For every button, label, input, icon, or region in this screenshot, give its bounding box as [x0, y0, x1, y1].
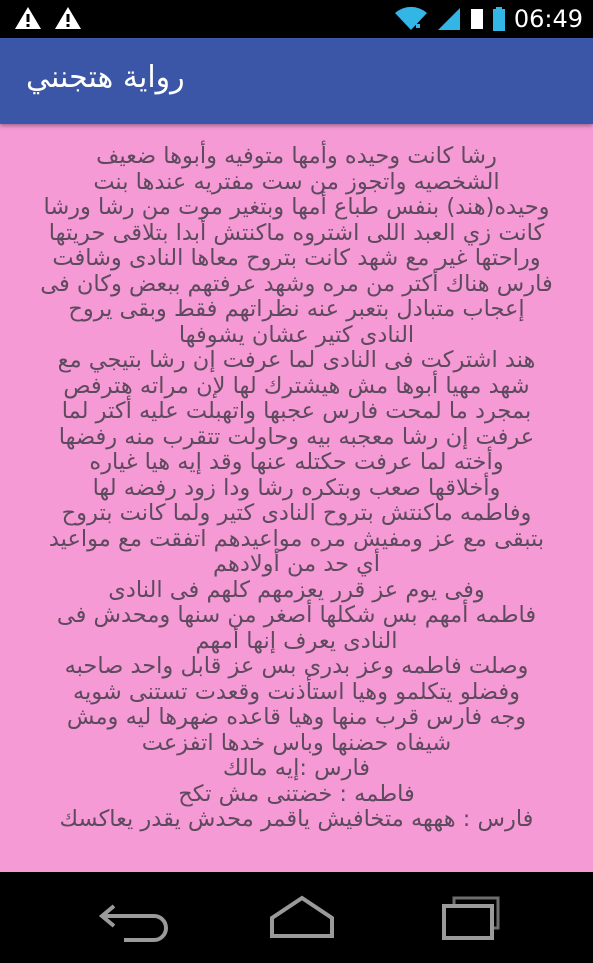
back-icon[interactable] [96, 892, 176, 942]
page-title: رواية هتجنني [26, 60, 185, 95]
app-bar [0, 38, 593, 124]
story-line: فاطمه أمهم بس شكلها أصغر من سنها ومحدش فى [56, 602, 537, 628]
recent-apps-icon[interactable] [432, 892, 512, 942]
sim-icon [470, 6, 484, 32]
story-line: رشا كانت وحيده وأمها متوفيه وأبوها ضعيف [96, 143, 497, 169]
story-line: وصلت فاطمه وعز بدرى بس عز قابل واحد صاحبه [64, 653, 529, 679]
story-line: الشخصيه واتجوز من ست مفتريه عندها بنت [93, 168, 500, 195]
story-line: شهد مهيا أبوها مش هيشترك لها لإن مراته هترفص [63, 372, 530, 399]
story-line: فارس :إيه مالك [222, 755, 371, 781]
status-bar [0, 0, 593, 38]
story-content[interactable] [0, 124, 593, 872]
story-line: وفى يوم عز قرر يعزمهم كلهم فى النادى [108, 576, 485, 603]
wifi-icon [394, 6, 428, 32]
home-icon[interactable] [262, 892, 342, 942]
story-text [6, 144, 587, 833]
story-line: فارس هناك أكتر من مره وشهد عرفتهم ببعض وكان فى [40, 270, 553, 297]
warning-icon [54, 6, 82, 30]
story-line: وراحتها غير مع شهد كانت بتروح معاها النادى وشافت [52, 245, 541, 271]
warning-icon [14, 6, 42, 30]
story-line: وأخته لما عرفت حكتله عنها وقد إيه هيا غياره [89, 449, 504, 475]
story-line: النادى يعرف إنها أمهم [195, 627, 398, 654]
story-line: عرفت إن رشا معجبه بيه وحاولت تتقرب منه رفضها [58, 423, 535, 450]
battery-icon [492, 6, 506, 32]
signal-icon [436, 6, 462, 32]
story-line: بتبقى مع عز ومفيش مره مواعيدهم اتفقت مع مواعيد [48, 525, 545, 552]
story-line: وأخلاقها صعب وبتكره رشا ودا زود رفضه لها [92, 474, 501, 501]
navigation-bar [0, 872, 593, 963]
story-line: شيفاه حضنها وباس خدها اتفزعت [141, 729, 452, 756]
story-line: وفاطمه ماكنتش بتروح النادى كتير ولما كانت بتروح [61, 500, 532, 526]
story-line: بمجرد ما لمحت فارس عجبها واتهبلت عليه أكتر لما [61, 398, 532, 424]
story-line: أي حد من أولادهم [212, 551, 381, 577]
story-line: وحيده(هند) بنفس طباع أمها وبتغير موت من رشا ورشا [43, 194, 550, 220]
story-line: فارس : هههه متخافيش ياقمر محدش يقدر يعاكسك [59, 806, 534, 832]
clock: 06:49 [513, 5, 583, 33]
story-line: وجه فارس قرب منها وهيا قاعده ضهرها ليه ومش [66, 704, 527, 730]
story-line: وفضلو يتكلمو وهيا استأذنت وقعدت تستنى شويه [72, 678, 521, 705]
story-line: إعجاب متبادل بتعبر عنه نظراتهم فقط وبقى يروح [68, 296, 525, 322]
story-line: كانت زي العبد اللى اشتروه ماكنتش أبدا بتلاقى حريتها [48, 219, 545, 246]
story-line: هند اشتركت فى النادى لما عرفت إن رشا بتيجي مع [57, 347, 536, 373]
story-line: فاطمه : خضتنى مش تكح [178, 780, 415, 807]
story-line: النادى كتير عشان يشوفها [178, 321, 415, 348]
